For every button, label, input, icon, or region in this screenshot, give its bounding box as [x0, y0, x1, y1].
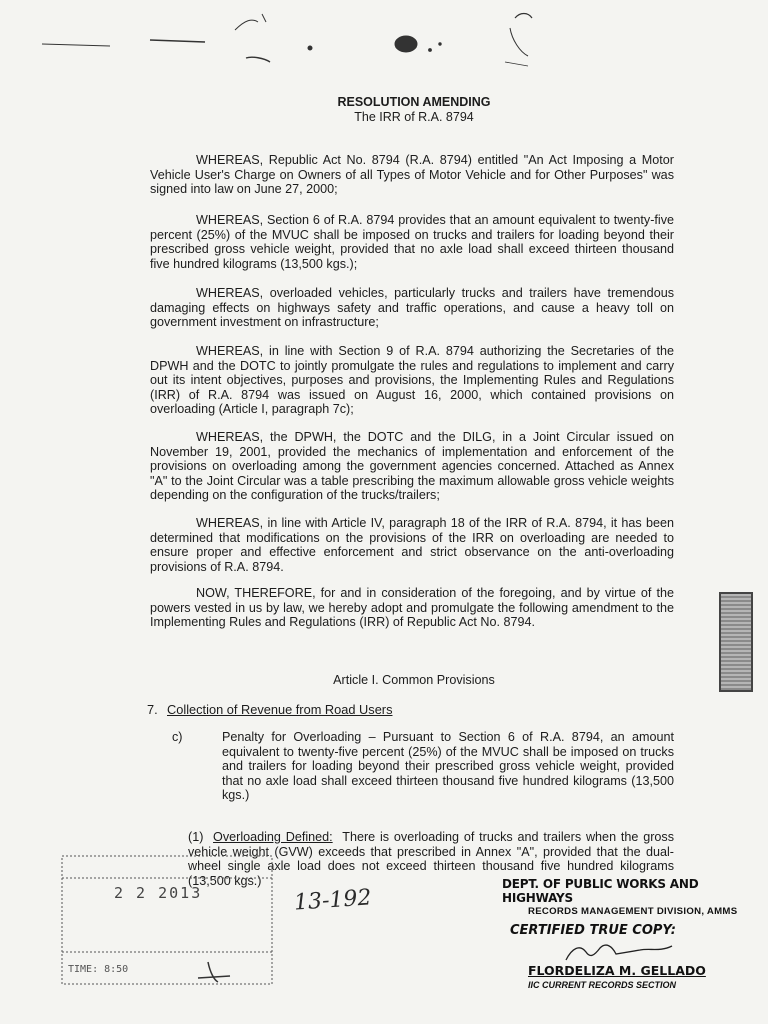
certifier-office: IIC CURRENT RECORDS SECTION [528, 980, 677, 990]
binder-tab [719, 592, 753, 692]
certified-stamp [502, 877, 762, 938]
whereas-paragraph-4: WHEREAS, in line with Section 9 of R.A. 8794 authorizing the Secretaries of the DPWH and the DOTC to jointly promulgate the rules and regulations to implement and carry out its intent objectives, purposes and provisions, the Implementing Rules and Regulations (IRR) of R.A. 8794 was issued on August 16, 2000, which contained provisions on overloading (Article I, paragraph 7c); [150, 344, 674, 417]
whereas-paragraph-1: WHEREAS, Republic Act No. 8794 (R.A. 8794) entitled "An Act Imposing a Motor Vehicle User's Charge on Owners of all Types of Motor Vehicle and for Other Purposes" was signed into law on June 27, 2000; [150, 153, 674, 197]
scan-noise-top [0, 0, 768, 90]
certifier-name: FLORDELIZA M. GELLADO [528, 963, 706, 978]
stamp-certified: CERTIFIED TRUE COPY: [510, 923, 676, 938]
article-heading: Article I. Common Provisions [333, 673, 495, 687]
now-therefore-paragraph: NOW, THEREFORE, for and in consideration of the foregoing, and by virtue of the powers vested in us by law, we hereby adopt and promulgate the following amendment to the Implementing Rules and Regulations (IRR) of Republic Act No. 8794. [150, 586, 674, 630]
subsection-1-text: There is overloading of trucks and trailers when the gross vehicle weight (GVW) exceeds that prescribed in Annex "A", provided that the dual-wheel single axle load does not exceed thirteen thousand five hundred kilograms (13,500 kgs.) [188, 830, 674, 888]
document-subtitle: The IRR of R.A. 8794 [354, 110, 474, 124]
document-title: RESOLUTION AMENDING [337, 95, 491, 109]
subsection-c-text: Penalty for Overloading – Pursuant to Section 6 of R.A. 8794, an amount equivalent to twenty-five percent (25%) of the MVUC shall be imposed on trucks and trailers for loading beyond their prescribed gross vehicle weight, provided that no axle load shall exceed thirteen thousand five hundred kilograms (13,500 kgs.) [222, 730, 674, 803]
received-time: TIME: 8:50 [68, 964, 129, 975]
subsection-1-label: Overloading Defined: [213, 830, 333, 844]
section-7-number: 7. [147, 702, 158, 717]
whereas-paragraph-5: WHEREAS, the DPWH, the DOTC and the DILG, in a Joint Circular issued on November 19, 2001, provided the mechanics of implementation and enforcement of the provisions on overloading among the government agencies concerned. Attached as Annex "A" to the Joint Circular was a table prescribing the maximum allowable gross vehicle weights depending on the configuration of the trucks/trailers; [150, 430, 674, 503]
handwritten-number: 13-192 [293, 885, 373, 916]
received-date: 2 2 2013 [114, 884, 203, 902]
stamp-office: DEPT. OF PUBLIC WORKS AND HIGHWAYS [502, 877, 699, 905]
subsection-c-label: c) [172, 730, 183, 744]
stamp-division: RECORDS MANAGEMENT DIVISION, AMMS [528, 906, 738, 917]
section-7-heading [147, 702, 392, 717]
whereas-paragraph-6: WHEREAS, in line with Article IV, paragraph 18 of the IRR of R.A. 8794, it has been determined that modifications on the provisions of the IRR on overloading are needed to ensure proper and effective enforcement and strict observance on the anti-overloading provisions of R.A. 8794. [150, 516, 674, 574]
whereas-paragraph-3: WHEREAS, overloaded vehicles, particularly trucks and trailers have tremendous damaging effects on highways safety and traffic operations, and cause a heavy toll on government investment on infrastructure; [150, 286, 674, 330]
whereas-paragraph-2: WHEREAS, Section 6 of R.A. 8794 provides that an amount equivalent to twenty-five percent (25%) of the MVUC shall be imposed on trucks and trailers for loading beyond their prescribed gross vehicle weight, provided that no axle load shall exceed thirteen thousand five hundred kilograms (13,500 kgs.); [150, 213, 674, 271]
subsection-1-number: (1) [188, 830, 204, 844]
section-7-title: Collection of Revenue from Road Users [167, 702, 393, 717]
